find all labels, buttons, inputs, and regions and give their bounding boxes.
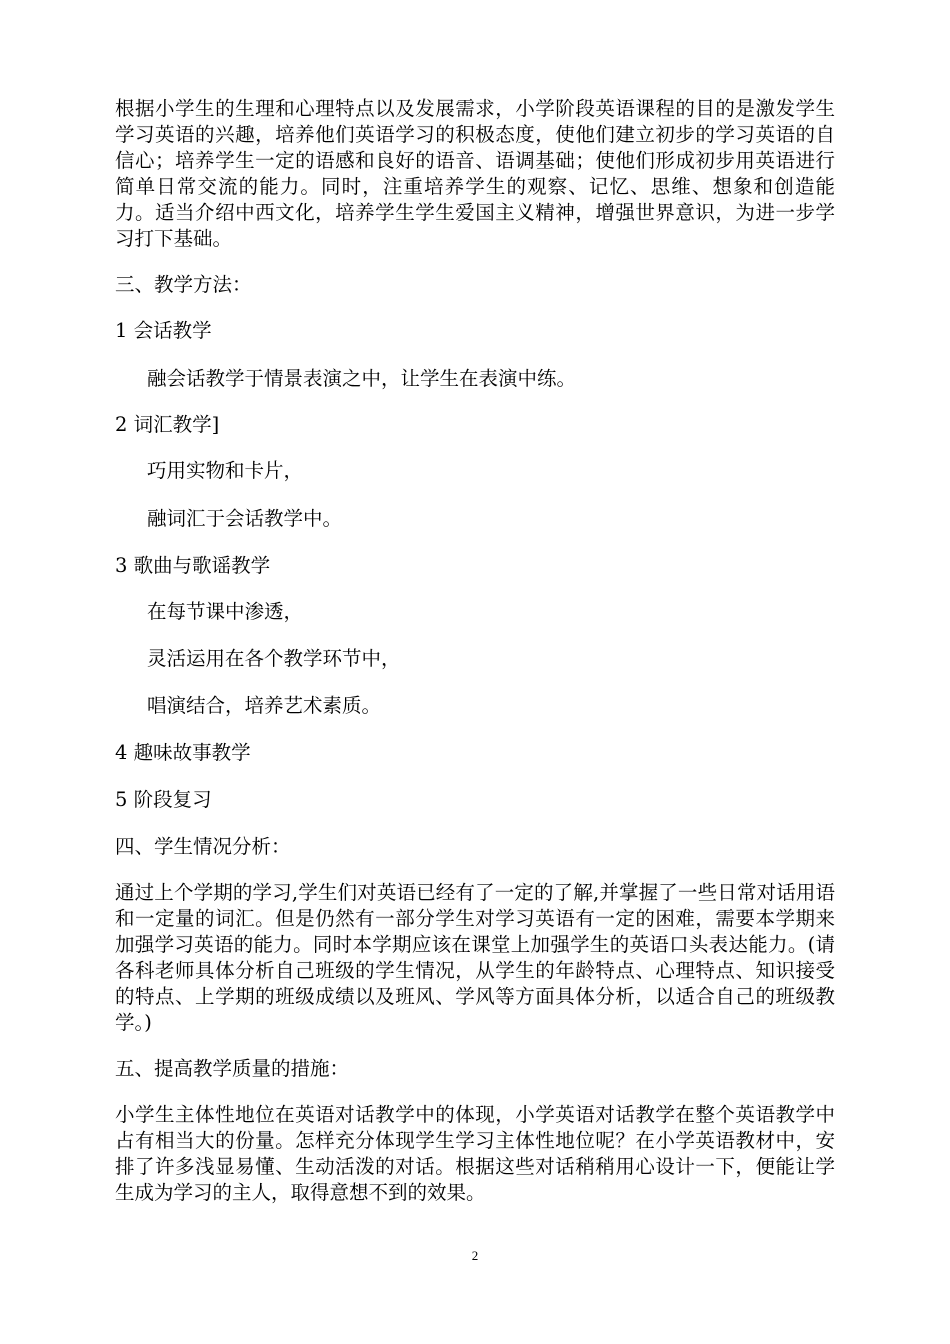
section3-heading: 三、教学方法：: [115, 273, 252, 296]
method-2-detail-1: 巧用实物和卡片，: [147, 459, 304, 482]
method-2-title: 2 词汇教学]: [115, 413, 220, 436]
method-1-title: 1 会话教学: [115, 319, 212, 342]
section4-heading: 四、学生情况分析：: [115, 835, 291, 858]
section5-paragraph: 小学生主体性地位在英语对话教学中的体现，小学英语对话教学在整个英语教学中占有相当大的份量。怎样充分体现学生学习主体性地位呢？在小学英语教材中，安排了许多浅显易懂、生动活泼的对话。根据这些对话稍稍用心设计一下，便能让学生成为学习的主人，取得意想不到的效果。: [115, 1103, 835, 1204]
method-3-detail-2: 灵活运用在各个教学环节中，: [147, 647, 401, 670]
section4-paragraph: 通过上个学期的学习,学生们对英语已经有了一定的了解,并掌握了一些日常对话用语和一定量的词汇。但是仍然有一部分学生对学习英语有一定的困难，需要本学期来加强学习英语的能力。同时本学期应该在课堂上加强学生的英语口头表达能力。(请各科老师具体分析自己班级的学生情况，从学生的年龄特点、心理特点、知识接受的特点、上学期的班级成绩以及班风、学风等方面具体分析，以适合自己的班级教学。): [115, 881, 835, 1034]
method-3-title: 3 歌曲与歌谣教学: [115, 554, 271, 577]
method-5-title: 5 阶段复习: [115, 788, 212, 811]
method-2-detail-2: 融词汇于会话教学中。: [147, 507, 343, 530]
method-3-detail-3: 唱演结合，培养艺术素质。: [147, 694, 382, 717]
method-3-detail-1: 在每节课中渗透，: [147, 600, 304, 623]
intro-paragraph: 根据小学生的生理和心理特点以及发展需求，小学阶段英语课程的目的是激发学生学习英语的兴趣，培养他们英语学习的积极态度，使他们建立初步的学习英语的自信心；培养学生一定的语感和良好的语音、语调基础；使他们形成初步用英语进行简单日常交流的能力。同时，注重培养学生的观察、记忆、思维、想象和创造能力。适当介绍中西文化，培养学生学生爱国主义精神，增强世界意识，为进一步学习打下基础。: [115, 97, 835, 250]
section5-heading: 五、提高教学质量的措施：: [115, 1057, 350, 1080]
method-1-detail-1: 融会话教学于情景表演之中，让学生在表演中练。: [147, 367, 577, 390]
method-4-title: 4 趣味故事教学: [115, 741, 251, 764]
page-number: 2: [471, 1248, 479, 1263]
